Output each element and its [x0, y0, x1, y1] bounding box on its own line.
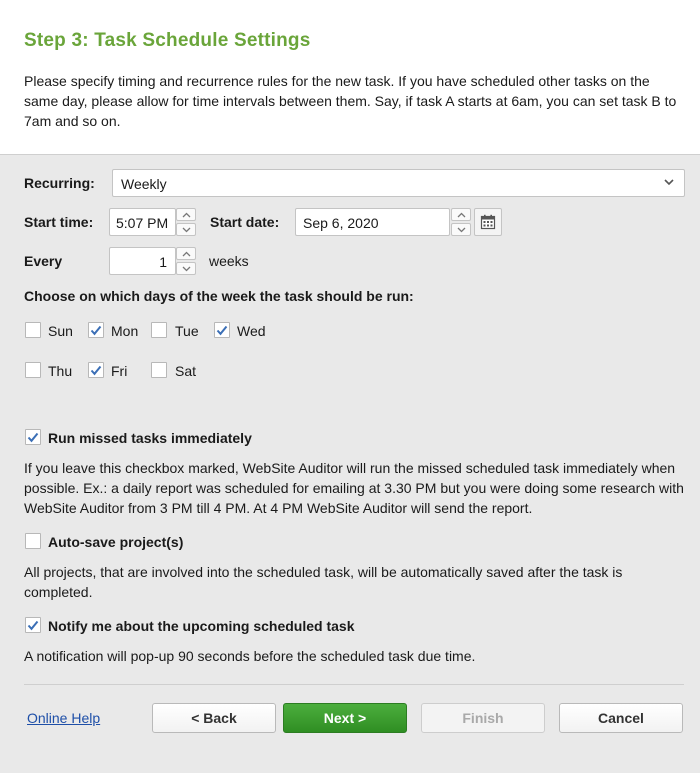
- start-date-up-button[interactable]: [451, 208, 471, 221]
- start-date-spinner: [451, 208, 471, 236]
- cancel-button[interactable]: Cancel: [559, 703, 683, 733]
- day-label-mon: Mon: [111, 323, 139, 339]
- auto-save-label: Auto-save project(s): [48, 534, 184, 550]
- checkmark-icon: [90, 325, 102, 336]
- arrow-up-icon: [182, 251, 191, 257]
- finish-button: Finish: [421, 703, 545, 733]
- recurring-label: Recurring:: [24, 175, 95, 191]
- checkmark-icon: [27, 620, 39, 631]
- recurring-select[interactable]: [112, 169, 685, 197]
- every-spinner: [176, 247, 196, 275]
- arrow-down-icon: [457, 227, 466, 233]
- intro-text: Please specify timing and recurrence rules for the new task. If you have scheduled other tasks on the same day, please allow for time intervals between them. Say, if task A starts at 6am, you can set task B to 7am and so on.: [24, 73, 677, 129]
- recurring-value: Weekly: [121, 176, 167, 192]
- start-date-value: Sep 6, 2020: [303, 215, 379, 231]
- notify-label: Notify me about the upcoming scheduled task: [48, 618, 355, 634]
- checkbox-fri[interactable]: [88, 362, 104, 378]
- notify-description: A notification will pop-up 90 seconds before the scheduled task due time.: [24, 648, 476, 664]
- chevron-down-icon: [664, 178, 674, 186]
- start-time-down-button[interactable]: [176, 223, 196, 236]
- header-panel: [0, 0, 700, 155]
- day-label-thu: Thu: [48, 363, 73, 379]
- arrow-down-icon: [182, 266, 191, 272]
- day-label-sun: Sun: [48, 323, 73, 339]
- checkbox-wed[interactable]: [214, 322, 230, 338]
- arrow-down-icon: [182, 227, 191, 233]
- arrow-up-icon: [457, 212, 466, 218]
- checkmark-icon: [216, 325, 228, 336]
- day-label-sat: Sat: [175, 363, 197, 379]
- calendar-icon: [480, 214, 496, 230]
- notify-checkbox[interactable]: [25, 617, 41, 633]
- start-date-down-button[interactable]: [451, 223, 471, 236]
- start-time-up-button[interactable]: [176, 208, 196, 221]
- checkbox-sun[interactable]: [25, 322, 41, 338]
- back-button[interactable]: < Back: [152, 703, 276, 733]
- start-time-label: Start time:: [24, 214, 94, 230]
- every-unit: weeks: [209, 253, 249, 269]
- start-date-label: Start date:: [210, 214, 280, 230]
- day-label-fri: Fri: [111, 363, 128, 379]
- checkmark-icon: [27, 432, 39, 443]
- checkbox-mon[interactable]: [88, 322, 104, 338]
- every-down-button[interactable]: [176, 262, 196, 275]
- every-input[interactable]: [109, 247, 176, 275]
- start-date-input[interactable]: [295, 208, 450, 236]
- checkbox-sat[interactable]: [151, 362, 167, 378]
- footer-divider: [24, 684, 684, 685]
- start-time-value: 5:07 PM: [116, 215, 169, 231]
- checkmark-icon: [90, 365, 102, 376]
- day-label-tue: Tue: [175, 323, 199, 339]
- run-missed-checkbox[interactable]: [25, 429, 41, 445]
- checkbox-tue[interactable]: [151, 322, 167, 338]
- days-heading: Choose on which days of the week the task should be run:: [24, 288, 414, 304]
- start-time-input[interactable]: [109, 208, 176, 236]
- every-label: Every: [24, 253, 63, 269]
- page-title: Step 3: Task Schedule Settings: [24, 30, 311, 51]
- run-missed-label: Run missed tasks immediately: [48, 430, 252, 446]
- start-time-spinner: [176, 208, 196, 236]
- online-help-link[interactable]: Online Help: [27, 710, 101, 726]
- arrow-up-icon: [182, 212, 191, 218]
- auto-save-description: All projects, that are involved into the scheduled task, will be automatically saved after the task is completed.: [24, 564, 623, 600]
- auto-save-checkbox[interactable]: [25, 533, 41, 549]
- run-missed-description: If you leave this checkbox marked, WebSite Auditor will run the missed scheduled task immediately when possible. Ex.: a daily report was scheduled for emailing at 3.30 PM but you were doing some research with WebSite Auditor from 3 PM till 4 PM. At 4 PM WebSite Auditor will send the report.: [24, 460, 684, 516]
- checkbox-thu[interactable]: [25, 362, 41, 378]
- day-label-wed: Wed: [237, 323, 266, 339]
- every-up-button[interactable]: [176, 247, 196, 260]
- calendar-button[interactable]: [474, 208, 502, 236]
- every-value: 1: [159, 254, 167, 270]
- next-button[interactable]: Next >: [283, 703, 407, 733]
